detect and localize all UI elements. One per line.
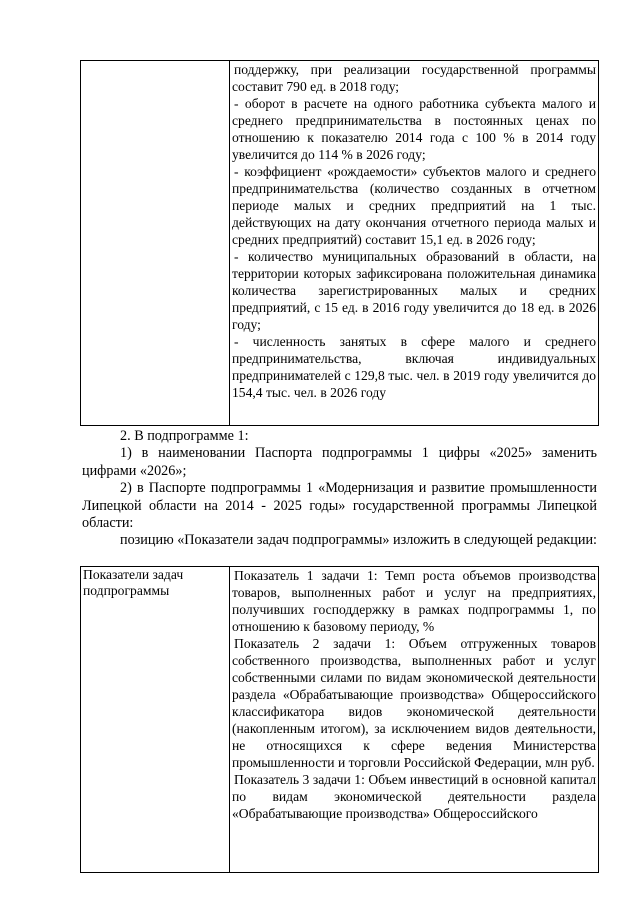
indicator-paragraph: - количество муниципальных образований в области, на территории которых зафиксирована положительная динамика количества зарегистрированных малых и средних предприятий, с 15 ед. в 2016 году увеличится до 18 ед. в 2026 году; — [232, 249, 596, 332]
amendment-heading: 2. В подпрограмме 1: — [120, 428, 249, 444]
amendment-text — [82, 428, 597, 550]
passport-table-continued — [80, 60, 599, 426]
table-row — [81, 567, 599, 873]
table-right-cell — [230, 567, 599, 873]
indicator-paragraph: - оборот в расчете на одного работника субъекта малого и среднего предпринимательства в постоянных ценах по отношению к показателю 2014 года с 100 % в 2014 году увеличится до 114 % в 2026 году; — [232, 96, 596, 162]
indicator-paragraph: Показатель 2 задачи 1: Объем отгруженных товаров собственного производства, выполненных работ и услуг собственными силами по видам экономической деятельности раздела «Обрабатывающие производства» Общероссийского классификатора видов экономической деятельности (накопленным итогом), за исключением видов деятельности, не относящихся к сфере ведения Министерства промышленности и торговли Российской Федерации, млн руб. — [232, 636, 596, 770]
amendment-item-2: 2) в Паспорте подпрограммы 1 «Модернизация и развитие промышленности Липецкой области на 2014 - 2025 годы» государственной программы Липецкой области: — [82, 480, 597, 532]
indicator-paragraph: Показатель 1 задачи 1: Темп роста объемов производства товаров, выполненных работ и услуг на предприятиях, получивших господдержку в рамках подпрограммы 1, по отношению к базовому периоду, % — [232, 568, 596, 634]
indicator-paragraph: - коэффициент «рождаемости» субъектов малого и среднего предпринимательства (количество созданных в отчетном периоде малых и средних предприятий на 1 тыс. действующих на дату окончания отчетного периода малых и средних предприятий) составит 15,1 ед. в 2026 году; — [232, 164, 596, 247]
indicator-paragraph: поддержку, при реализации государственной программы составит 790 ед. в 2018 году; — [232, 62, 596, 94]
table-left-cell: Показатели задач подпрограммы — [81, 567, 230, 873]
passport-table-new — [80, 566, 599, 873]
amendment-instruction: позицию «Показатели задач подпрограммы» изложить в следующей редакции: — [120, 532, 597, 549]
table-left-cell — [81, 61, 230, 426]
indicator-paragraph: Показатель 3 задачи 1: Объем инвестиций в основной капитал по видам экономической деятельности раздела «Обрабатывающие производства» Общероссийского — [232, 772, 596, 821]
amendment-item-1: 1) в наименовании Паспорта подпрограммы 1 цифры «2025» заменить цифрами «2026»; — [82, 445, 597, 479]
table-right-cell — [230, 61, 599, 426]
indicator-paragraph: - численность занятых в сфере малого и среднего предпринимательства, включая индивидуальных предпринимателей с 129,8 тыс. чел. в 2019 году увеличится до 154,4 тыс. чел. в 2026 году — [232, 334, 596, 400]
table-row — [81, 61, 599, 426]
